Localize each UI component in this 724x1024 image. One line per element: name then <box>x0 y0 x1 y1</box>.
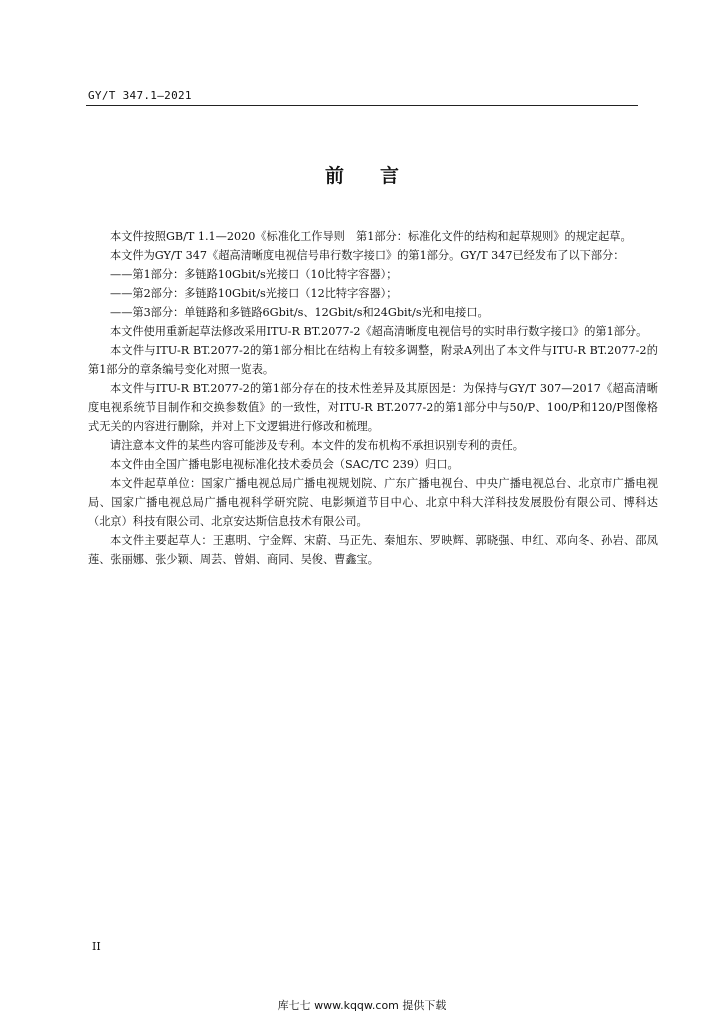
paragraph: 本文件与ITU-R BT.2077-2的第1部分存在的技术性差异及其原因是：为保持与GY/T 307—2017《超高清晰度电视系统节目制作和交换参数值》的一致性，对ITU-R BT.2077-2的第1部分中与50/P、100/P和120/P图像格式无关的内容进行删除，并对上下文逻辑进行修改和梳理。 <box>88 382 658 433</box>
paragraph: 本文件按照GB/T 1.1—2020《标准化工作导则 第1部分：标准化文件的结构和起草规则》的规定起草。 <box>110 230 632 243</box>
document-body <box>88 227 658 569</box>
paragraph: 本文件为GY/T 347《超高清晰度电视信号串行数字接口》的第1部分。GY/T 347已经发布了以下部分： <box>110 249 625 262</box>
paragraph: 本文件使用重新起草法修改采用ITU-R BT.2077-2《超高清晰度电视信号的实时串行数字接口》的第1部分。 <box>110 325 648 338</box>
page-title: 前言 <box>324 165 435 187</box>
paragraph: 本文件由全国广播电影电视标准化技术委员会（SAC/TC 239）归口。 <box>110 458 459 471</box>
list-item: ——第1部分：多链路10Gbit/s光接口（10比特字容器）； <box>110 268 398 281</box>
paragraph: 本文件与ITU-R BT.2077-2的第1部分相比在结构上有较多调整，附录A列出了本文件与ITU-R BT.2077-2的第1部分的章条编号变化对照一览表。 <box>88 344 658 376</box>
paragraph: 本文件起草单位：国家广播电视总局广播电视规划院、广东广播电视台、中央广播电视总台、北京市广播电视局、国家广播电视总局广播电视科学研究院、电影频道节目中心、北京中科大洋科技发展股份有限公司、博科达（北京）科技有限公司、北京安达斯信息技术有限公司。 <box>88 477 658 528</box>
download-watermark: 库七七 www.kqqw.com 提供下载 <box>277 999 447 1012</box>
page-number: II <box>92 940 101 953</box>
header-divider <box>86 105 638 106</box>
paragraph: 本文件主要起草人：王惠明、宁金辉、宋蔚、马正先、秦旭东、罗映辉、郭晓强、申红、邓向冬、孙岩、邵凤莲、张丽娜、张少颖、周芸、曾娟、商同、吴俊、曹鑫宝。 <box>88 534 658 566</box>
standard-code: GY/T 347.1—2021 <box>88 89 192 102</box>
paragraph: 请注意本文件的某些内容可能涉及专利。本文件的发布机构不承担识别专利的责任。 <box>110 439 524 452</box>
list-item: ——第3部分：单链路和多链路6Gbit/s、12Gbit/s和24Gbit/s光和电接口。 <box>110 306 489 319</box>
list-item: ——第2部分：多链路10Gbit/s光接口（12比特字容器）； <box>110 287 398 300</box>
